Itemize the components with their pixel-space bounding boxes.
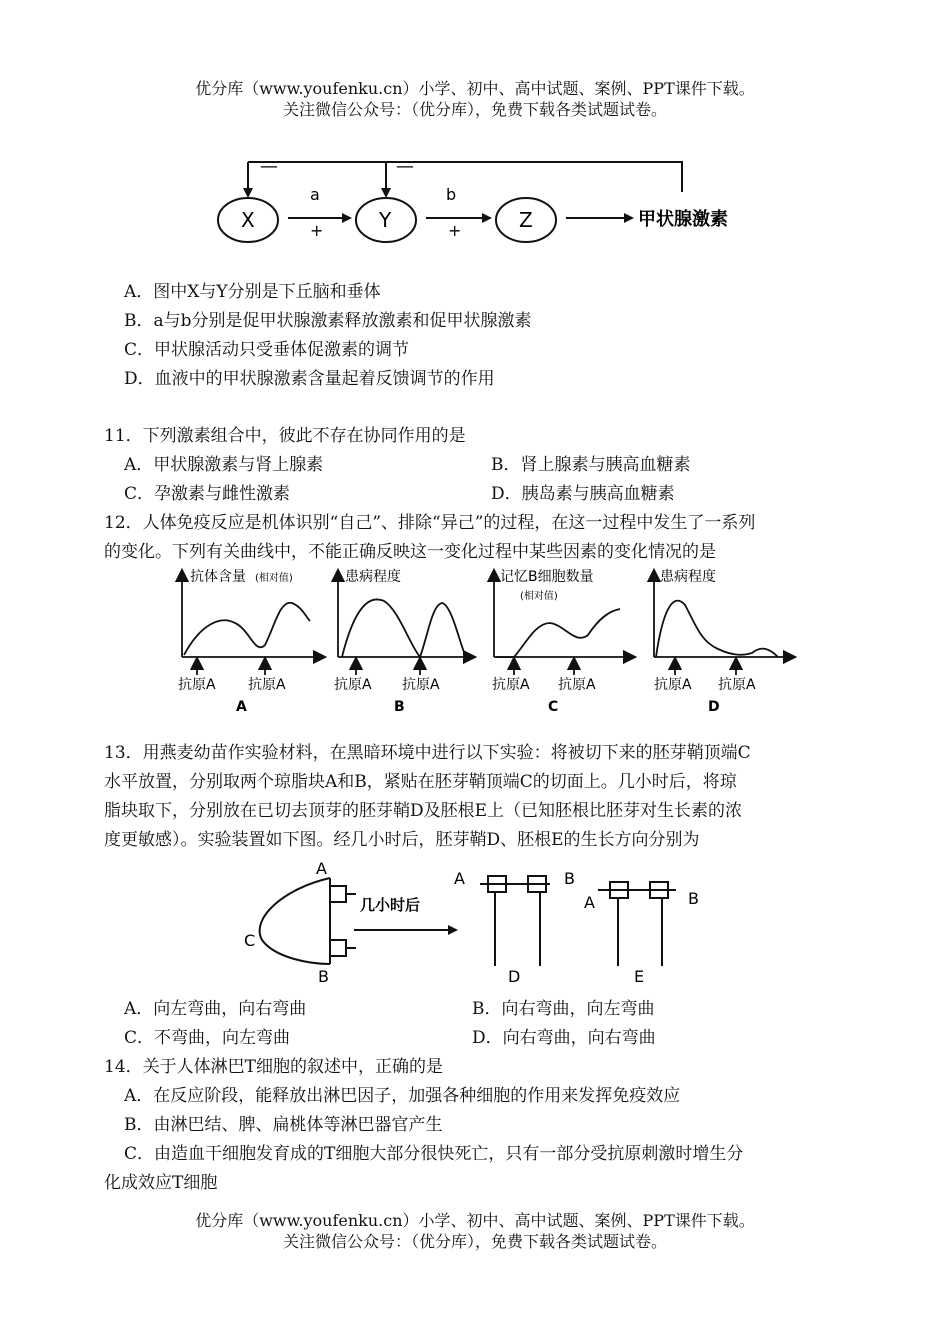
tip-label-a: A bbox=[316, 859, 327, 878]
q14-option-c-line-2: 化成效应T细胞 bbox=[104, 1173, 218, 1193]
q13-option-a: A．向左弯曲，向右弯曲 bbox=[124, 999, 307, 1019]
graph-c-curve bbox=[496, 609, 620, 657]
graph-d-curve bbox=[656, 601, 778, 657]
q11-option-d: D．胰岛素与胰高血糖素 bbox=[491, 484, 675, 504]
node-y: Y bbox=[379, 208, 392, 232]
q10-option-d: D．血液中的甲状腺激素含量起着反馈调节的作用 bbox=[124, 369, 495, 389]
graph-a-note: (相对值) bbox=[255, 573, 293, 584]
graph-c-note: (相对值) bbox=[520, 591, 558, 602]
arrow-a-label: a bbox=[310, 185, 320, 204]
footer-line-1: 优分库（www.youfenku.cn）小学、初中、高中试题、案例、PPT课件下载。 bbox=[195, 1211, 755, 1230]
graph-d-title: 患病程度 bbox=[660, 569, 716, 585]
q12-stem-2: 的变化。下列有关曲线中，不能正确反映这一变化过程中某些因素的变化情况的是 bbox=[104, 542, 716, 562]
graph-d-label: D bbox=[708, 699, 720, 715]
graph-b-curve bbox=[342, 599, 466, 657]
footer-line-2: 关注微信公众号：（优分库），免费下载各类试题试卷。 bbox=[282, 1232, 667, 1251]
q13-stem-4: 度更敏感）。实验装置如下图。经几小时后，胚芽鞘D、胚根E的生长方向分别为 bbox=[104, 830, 700, 850]
graph-a-x1: 抗原A bbox=[178, 677, 216, 693]
q13-option-b: B．向右弯曲，向左弯曲 bbox=[472, 999, 655, 1019]
graph-a-label: A bbox=[236, 699, 247, 715]
q10-option-c: C．甲状腺活动只受垂体促激素的调节 bbox=[124, 340, 410, 360]
graph-c-x1: 抗原A bbox=[492, 677, 530, 693]
header-line-1: 优分库（www.youfenku.cn）小学、初中、高中试题、案例、PPT课件下载。 bbox=[195, 79, 755, 98]
graph-b-x1: 抗原A bbox=[334, 677, 372, 693]
q14-stem: 14．关于人体淋巴T细胞的叙述中，正确的是 bbox=[104, 1057, 443, 1077]
coleoptile-diagram bbox=[230, 858, 730, 988]
arrow-text: 几小时后 bbox=[360, 896, 421, 914]
q13-stem-2: 水平放置，分别取两个琼脂块A和B，紧贴在胚芽鞘顶端C的切面上。几小时后，将琼 bbox=[104, 772, 737, 792]
d-label-a: A bbox=[454, 869, 465, 888]
q10-option-b: B．a与b分别是促甲状腺激素释放激素和促甲状腺激素 bbox=[124, 311, 532, 331]
graph-a-title: 抗体含量 bbox=[190, 569, 246, 585]
node-z: Z bbox=[519, 208, 533, 232]
graph-c-x2: 抗原A bbox=[558, 677, 596, 693]
graph-a-curve bbox=[184, 603, 310, 655]
feedback-diagram bbox=[210, 150, 770, 260]
graph-d-x2: 抗原A bbox=[718, 677, 756, 693]
q10-option-a: A．图中X与Y分别是下丘脑和垂体 bbox=[124, 282, 381, 302]
d-label: D bbox=[508, 967, 521, 986]
arrow-b-label: b bbox=[446, 185, 457, 204]
q13-option-d: D．向右弯曲，向右弯曲 bbox=[472, 1028, 656, 1048]
q12-stem-1: 12．人体免疫反应是机体识别“自己”、排除“异己”的过程，在这一过程中发生了一系列 bbox=[104, 513, 756, 533]
q14-option-a: A．在反应阶段，能释放出淋巴因子，加强各种细胞的作用来发挥免疫效应 bbox=[124, 1086, 681, 1106]
q13-stem-1: 13．用燕麦幼苗作实验材料，在黑暗环境中进行以下实验：将被切下来的胚芽鞘顶端C bbox=[104, 743, 751, 763]
q11-option-a: A．甲状腺激素与肾上腺素 bbox=[124, 455, 324, 475]
graph-b-title: 患病程度 bbox=[345, 569, 401, 585]
minus-label-2: — bbox=[396, 156, 414, 177]
plus-label-1: + bbox=[310, 221, 324, 240]
immune-graphs bbox=[170, 565, 800, 717]
thyroid-hormone-label: 甲状腺激素 bbox=[638, 209, 728, 230]
q11-option-c: C．孕激素与雌性激素 bbox=[124, 484, 291, 504]
q11-stem: 11．下列激素组合中，彼此不存在协同作用的是 bbox=[104, 426, 466, 446]
d-label-b: B bbox=[564, 869, 575, 888]
graph-b-x2: 抗原A bbox=[402, 677, 440, 693]
graph-b-label: B bbox=[394, 699, 405, 715]
header-line-2: 关注微信公众号：（优分库），免费下载各类试题试卷。 bbox=[282, 100, 667, 119]
minus-label-1: — bbox=[260, 156, 278, 177]
plus-label-2: + bbox=[448, 221, 462, 240]
node-x: X bbox=[241, 208, 255, 232]
q13-stem-3: 脂块取下，分别放在已切去顶芽的胚芽鞘D及胚根E上（已知胚根比胚芽对生长素的浓 bbox=[104, 801, 743, 821]
e-label: E bbox=[634, 967, 645, 986]
e-label-a: A bbox=[584, 893, 595, 912]
graph-d-x1: 抗原A bbox=[654, 677, 692, 693]
graph-c-label: C bbox=[548, 699, 559, 715]
tip-label-c: C bbox=[244, 931, 256, 950]
q14-option-c-line-1: C．由造血干细胞发育成的T细胞大部分很快死亡，只有一部分受抗原刺激时增生分 bbox=[124, 1144, 744, 1164]
q14-option-b: B．由淋巴结、脾、扁桃体等淋巴器官产生 bbox=[124, 1115, 443, 1135]
e-label-b: B bbox=[688, 889, 699, 908]
graph-c-title: 记忆B细胞数量 bbox=[500, 569, 594, 585]
q13-option-c: C．不弯曲，向左弯曲 bbox=[124, 1028, 291, 1048]
tip-label-b: B bbox=[318, 967, 329, 986]
graph-a-x2: 抗原A bbox=[248, 677, 286, 693]
q11-option-b: B．肾上腺素与胰高血糖素 bbox=[491, 455, 691, 475]
